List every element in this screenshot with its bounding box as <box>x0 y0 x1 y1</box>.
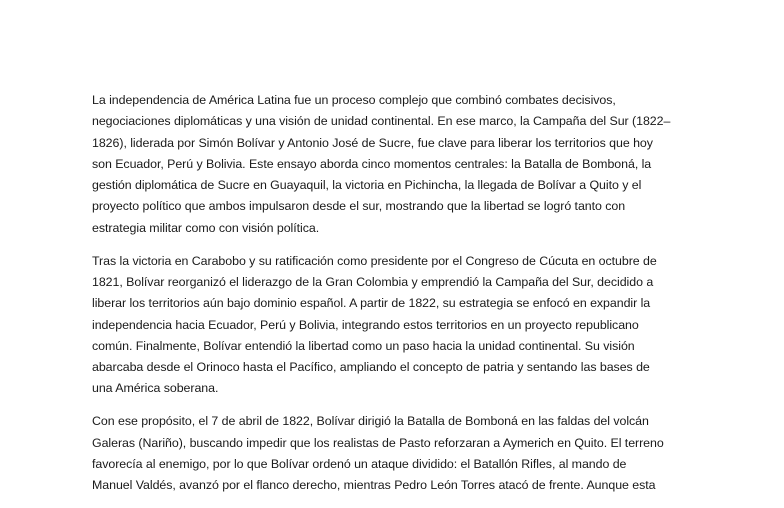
text-line: Galeras (Nariño), buscando impedir que los realistas de Pasto reforzaran a Aymerich en Quito. El terreno <box>92 435 664 450</box>
text-line: negociaciones diplomáticas y una visión de unidad continental. En ese marco, la Campaña del Sur (1822– <box>92 114 671 129</box>
text-line: una América soberana. <box>92 381 219 396</box>
text-line: La independencia de América Latina fue un proceso complejo que combinó combates decisivos, <box>92 93 616 107</box>
text-line: gestión diplomática de Sucre en Guayaquil, la victoria en Pichincha, la llegada de Bolívar a Quito y el <box>92 178 642 193</box>
text-line: favorecía al enemigo, por lo que Bolívar ordenó un ataque dividido: el Batallón Rifles, al mando de <box>92 456 627 471</box>
text-line: estrategia militar como con visión política. <box>92 220 320 235</box>
text-line: abarcaba desde el Orinoco hasta el Pacífico, ampliando el concepto de patria y sentando las bases de <box>92 360 650 375</box>
text-line: proyecto político que ambos impulsaron desde el sur, mostrando que la libertad se logró tanto con <box>92 199 626 214</box>
text-line: 1821, Bolívar reorganizó el liderazgo de la Gran Colombia y emprendió la Campaña del Sur, decidido a <box>92 274 654 289</box>
text-line: son Ecuador, Perú y Bolivia. Este ensayo aborda cinco momentos centrales: la Batalla de Bomboná, la <box>92 156 652 171</box>
essay-body <box>92 90 696 508</box>
text-line: común. Finalmente, Bolívar entendió la libertad como un paso hacia la unidad continental. Su visión <box>92 338 635 353</box>
text-line: Tras la victoria en Carabobo y su ratificación como presidente por el Congreso de Cúcuta en octubre de <box>92 253 657 268</box>
paragraph-introduction <box>92 90 696 239</box>
text-line: Con ese propósito, el 7 de abril de 1822, Bolívar dirigió la Batalla de Bomboná en las faldas del volcán <box>92 414 649 429</box>
text-line: Manuel Valdés, avanzó por el flanco derecho, mientras Pedro León Torres atacó de frente. Aunque esta <box>92 478 656 493</box>
text-line: liberar los territorios aún bajo dominio español. A partir de 1822, su estrategia se enfocó en expandir la <box>92 296 651 311</box>
text-line: independencia hacia Ecuador, Perú y Bolivia, integrando estos territorios en un proyecto republicano <box>92 317 639 332</box>
text-line: 1826), liderada por Simón Bolívar y Antonio José de Sucre, fue clave para liberar los territorios que hoy <box>92 135 653 150</box>
paragraph-campaign <box>92 251 696 400</box>
paragraph-bombona <box>92 411 696 496</box>
